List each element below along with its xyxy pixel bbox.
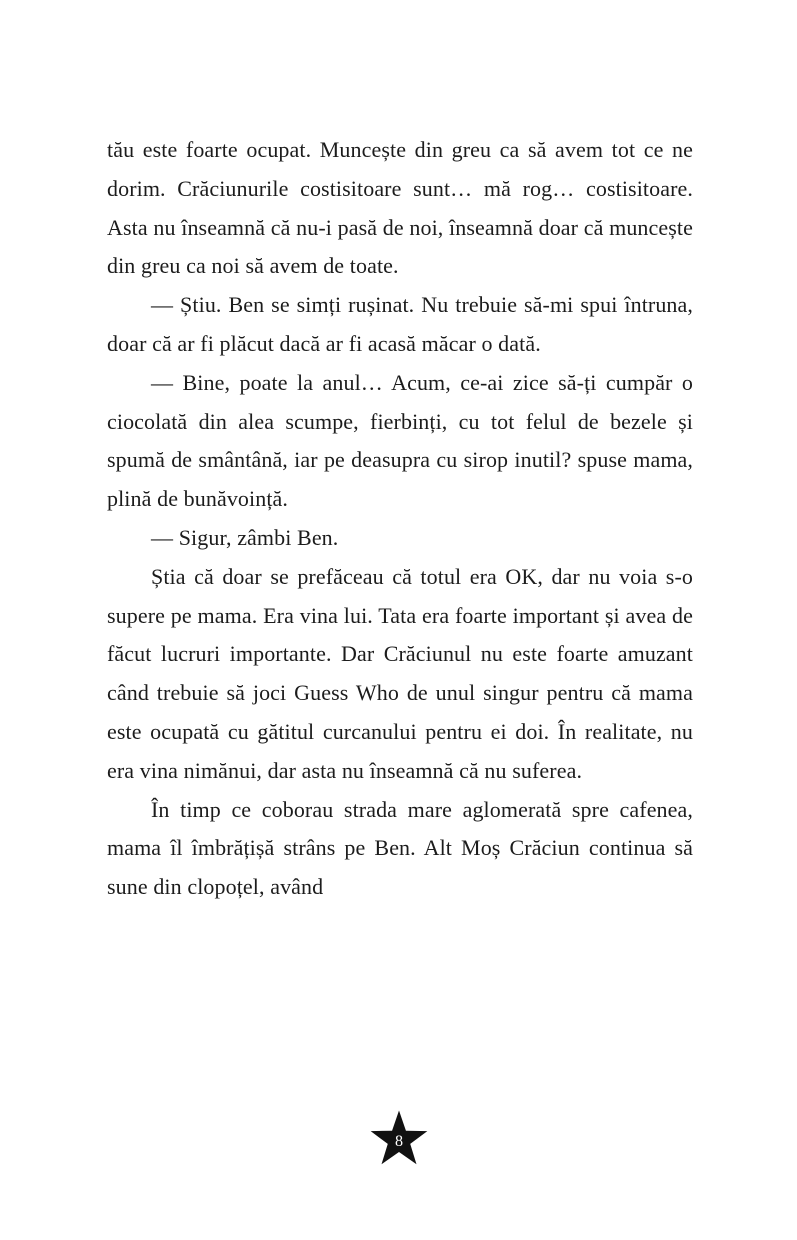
paragraph: tău este foarte ocupat. Muncește din greu ca să avem tot ce ne dorim. Crăciunurile costisitoare sunt… mă rog… costisitoare. Asta nu înseamnă că nu-i pasă de noi, înseamnă doar că muncește din greu ca noi să avem de toate. <box>107 137 693 279</box>
paragraph: — Știu. Ben se simți rușinat. Nu trebuie să-mi spui întruna, doar că ar fi plăcut dacă ar fi acasă măcar o dată. <box>107 292 693 356</box>
text-block <box>107 131 693 907</box>
page-number-star <box>368 1108 430 1170</box>
paragraph: Știa că doar se prefăceau că totul era OK, dar nu voia s-o supere pe mama. Era vina lui. Tata era foarte important și avea de făcut lucruri importante. Dar Crăciunul nu este foarte amuzant când trebuie să joci Guess Who de unul singur pentru că mama este ocupată cu gătitul curcanului pentru ei doi. În realitate, nu era vina nimănui, dar asta nu înseamnă că nu suferea. <box>107 563 693 783</box>
page-footer <box>0 1108 797 1170</box>
star-icon <box>368 1108 430 1170</box>
paragraph: În timp ce coborau strada mare aglomerată spre cafenea, mama îl îmbrățișă strâns pe Ben. Alt Moș Crăciun continua să sune din clopoțel, având <box>107 796 693 900</box>
paragraph: — Sigur, zâmbi Ben. <box>151 524 339 550</box>
page-number: 8 <box>394 1132 403 1150</box>
paragraph: — Bine, poate la anul… Acum, ce-ai zice să-ți cumpăr o ciocolată din alea scumpe, fierbinți, cu tot felul de bezele și spumă de smântână, iar pe deasupra cu sirop inutil? spuse mama, plină de bunăvoință. <box>107 369 693 512</box>
